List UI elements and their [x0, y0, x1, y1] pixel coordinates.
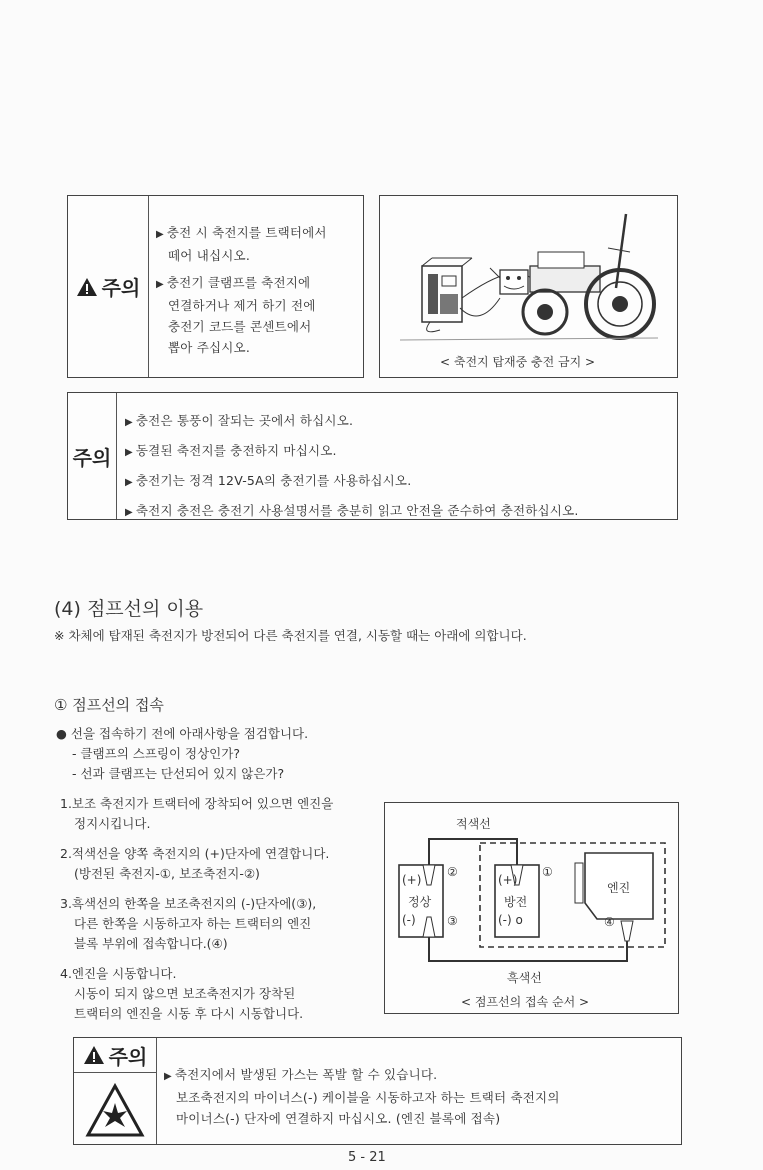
diagram-caption: < 점프선의 접속 순서 >: [461, 995, 590, 1009]
caution-line: 보조축전지의 마이너스(-) 케이블을 시동하고자 하는 트랙터 축전지의: [176, 1090, 560, 1105]
caution-line: 마이너스(-) 단자에 연결하지 마십시오. (엔진 블록에 접속): [176, 1111, 501, 1126]
check-item: - 클램프의 스프링이 정상인가?: [72, 746, 240, 761]
bullet-triangle-icon: ▶: [125, 477, 133, 488]
red-wire-label: 적색선: [456, 817, 491, 831]
step-line: 정지시킵니다.: [74, 816, 151, 831]
tractor-charging-illustration: [400, 208, 660, 348]
bullet-triangle-icon: ▶: [156, 229, 164, 240]
check-item: - 선과 클램프는 단선되어 있지 않은가?: [72, 766, 285, 781]
minus-terminal-label: (-) ο: [498, 913, 523, 927]
bullet-triangle-icon: ▶: [125, 417, 133, 428]
step-line: 다른 한쪽을 시동하고자 하는 트랙터의 엔진: [74, 916, 312, 931]
bullet-line: ▶ 충전기는 정격 12V-5A의 충전기를 사용하십시오.: [125, 467, 579, 497]
bullet-line: ▶ 충전기 클램프를 축전지에: [156, 272, 327, 295]
bullet-line: ▶ 동결된 축전지를 충전하지 마십시오.: [125, 437, 579, 467]
number-3-label: ③: [447, 914, 458, 928]
number-4-label: ④: [604, 915, 615, 929]
step-line: (방전된 축전지-①, 보조축전지-②): [74, 866, 260, 881]
caution-box-3: [73, 1037, 682, 1145]
caution-line: ▶ 축전지에서 발생된 가스는 폭발 할 수 있습니다.: [164, 1064, 560, 1087]
check-intro: ● 선을 접속하기 전에 아래사항을 점검합니다.: [56, 726, 309, 741]
sub-title: ① 점프선의 접속: [54, 696, 164, 714]
section-note: ※ 차체에 탑재된 축전지가 방전되어 다른 축전지를 연결, 시동할 때는 아래에 의합니다.: [54, 628, 527, 643]
bullet-triangle-icon: ▶: [125, 507, 133, 518]
caution-label-cell: [74, 1038, 157, 1144]
bullet-triangle-icon: ▶: [125, 447, 133, 458]
bullet-triangle-icon: ▶: [156, 279, 164, 290]
bullet-line: 연결하거나 제거 하기 전에: [168, 298, 316, 313]
bullet-line: ▶ 충전 시 축전지를 트랙터에서: [156, 222, 327, 245]
bullet-line: 충전기 코드를 콘센트에서: [168, 319, 312, 334]
plus-terminal-label: (+): [402, 873, 422, 887]
plus-terminal-label: (+): [498, 873, 518, 887]
caution-label: 주의: [72, 445, 112, 470]
caution-label: 주의: [101, 276, 141, 300]
warning-triangle-icon: [83, 1045, 105, 1065]
caution-label-cell: [68, 196, 149, 377]
step-line: 2.적색선을 양쪽 축전지의 (+)단자에 연결합니다.: [60, 846, 330, 861]
bullet-line: ▶ 충전은 통풍이 잘되는 곳에서 하십시오.: [125, 407, 579, 437]
number-1-label: ①: [542, 865, 553, 879]
discharged-battery-label: 방전: [504, 895, 528, 909]
black-wire-label: 흑색선: [507, 971, 542, 985]
engine-label: 엔진: [607, 881, 631, 895]
number-2-label: ②: [447, 865, 458, 879]
bullet-triangle-icon: ▶: [164, 1071, 172, 1082]
illustration-caption: < 축전지 탑재중 충전 금지 >: [440, 355, 596, 369]
section-title: (4) 점프선의 이용: [54, 598, 204, 620]
step-line: 1.보조 축전지가 트랙터에 장착되어 있으면 엔진을: [60, 796, 334, 811]
normal-battery-label: 정상: [408, 895, 432, 909]
step-line: 시동이 되지 않으면 보조축전지가 장착된: [74, 986, 296, 1001]
minus-terminal-label: (-): [402, 913, 416, 927]
caution-box-2: [67, 392, 678, 520]
jump-cable-diagram-box: [384, 802, 679, 1014]
step-line: 3.흑색선의 한쪽을 보조축전지의 (-)단자에(③),: [60, 896, 317, 911]
step-line: 4.엔진을 시동합니다.: [60, 966, 177, 981]
step-line: 블록 부위에 접속합니다.(④): [74, 936, 228, 951]
caution-box-1: [67, 195, 364, 378]
step-line: 트랙터의 엔진을 시동 후 다시 시동합니다.: [74, 1006, 304, 1021]
charging-illustration-box: [379, 195, 678, 378]
explosion-warning-icon: [85, 1083, 145, 1139]
caution-label-cell: [68, 393, 117, 519]
caution-label: 주의: [108, 1044, 148, 1069]
bullet-line: 떼어 내십시오.: [168, 248, 250, 263]
bullet-line: ▶ 축전지 충전은 충전기 사용설명서를 충분히 읽고 안전을 준수하여 충전하십시오.: [125, 497, 579, 527]
warning-triangle-icon: [76, 277, 98, 297]
bullet-line: 뽑아 주십시오.: [168, 340, 250, 355]
page-number: 5 - 21: [348, 1150, 386, 1165]
